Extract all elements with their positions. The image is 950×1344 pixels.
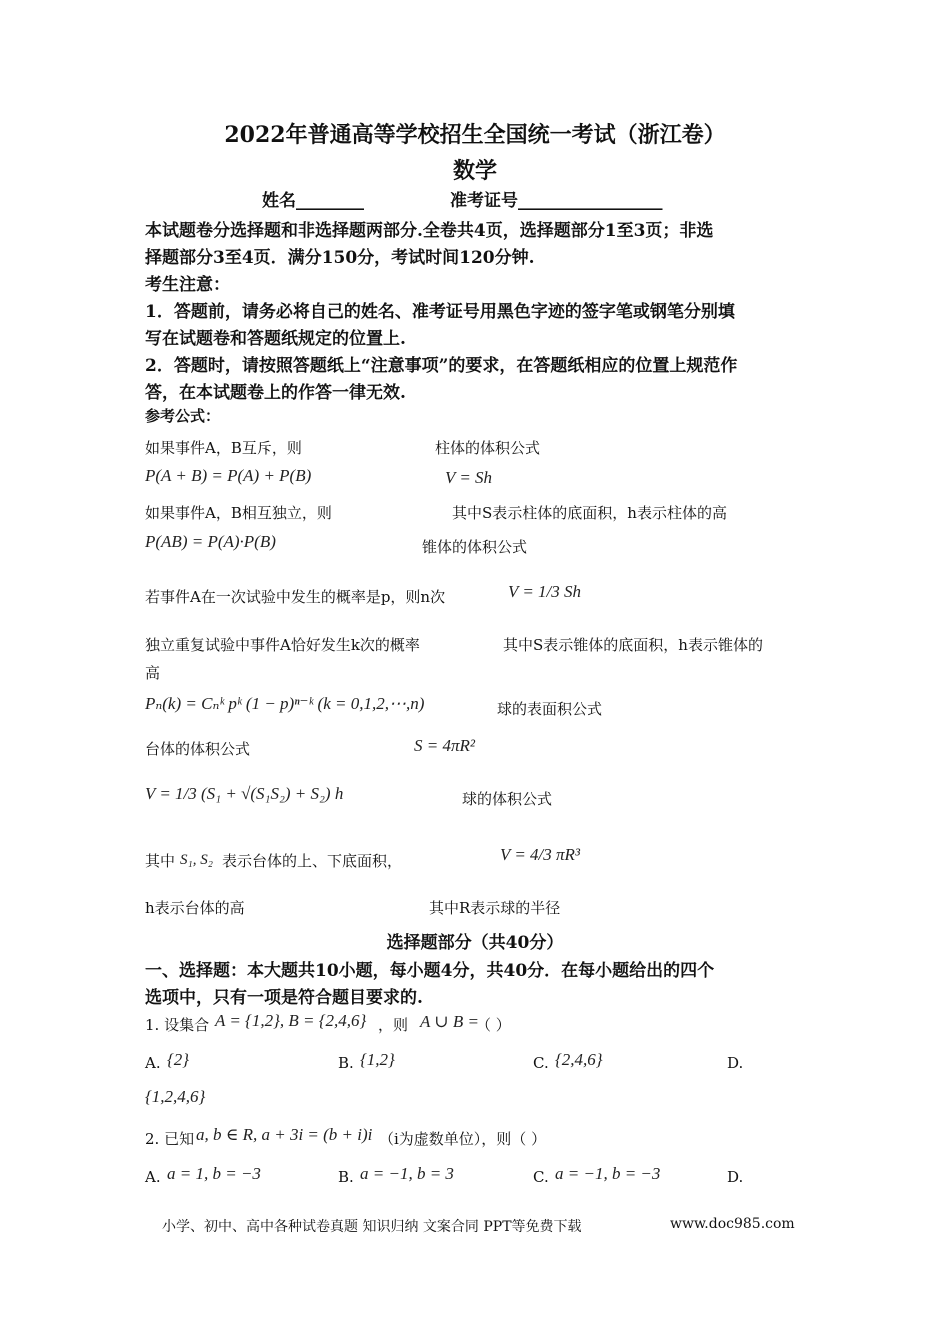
notice-1-line-1: 1．答题前，请务必将自己的姓名、准考证号用黑色字迹的签字笔或钢笔分别填	[145, 302, 735, 322]
id-field-label: 准考证号_________________	[450, 191, 663, 211]
prism-volume-title: 柱体的体积公式	[435, 439, 541, 457]
q2-condition: a, b ∈ R, a + 3i = (b + i)i	[196, 1125, 373, 1144]
bernoulli-text-1: 若事件A在一次试验中发生的概率是p，则n次	[145, 588, 446, 606]
mutex-formula: P(A + B) = P(A) + P(B)	[145, 466, 312, 485]
q1-suffix: ，则	[378, 1016, 409, 1034]
frustum-note-prefix: 其中	[145, 852, 176, 870]
intro-line-1: 本试题卷分选择题和非选择题两部分.全卷共4页，选择题部分1至3页；非选	[145, 221, 714, 241]
footer-text: 小学、初中、高中各种试卷真题 知识归纳 文案合同 PPT等免费下载	[162, 1219, 582, 1235]
exam-title: 2022年普通高等学校招生全国统一考试（浙江卷）	[224, 122, 726, 148]
q1-option-d-label: D.	[727, 1054, 744, 1072]
q1-sets: A = {1,2}, B = {2,4,6}	[215, 1011, 367, 1030]
q1-option-d: {1,2,4,6}	[145, 1087, 206, 1106]
cone-formula: V = 1/3 Sh	[508, 582, 582, 601]
q1-option-c-label: C.	[533, 1054, 549, 1072]
q2-option-b-label: B.	[338, 1168, 354, 1186]
sphere-area-formula: S = 4πR²	[414, 736, 475, 755]
name-field-label: 姓名________	[262, 191, 364, 211]
frustum-base-vars: S₁, S₂	[180, 852, 213, 868]
cone-note-continued: 高	[145, 664, 161, 682]
frustum-height-note: h表示台体的高	[145, 899, 245, 917]
independent-formula: P(AB) = P(A)·P(B)	[145, 532, 276, 551]
sphere-volume-title: 球的体积公式	[462, 790, 553, 808]
q1-option-b-label: B.	[338, 1054, 354, 1072]
mutex-events-text: 如果事件A，B互斥，则	[145, 439, 302, 457]
q1-answer-blank: （ ）	[476, 1016, 511, 1034]
prism-note: 其中S表示柱体的底面积，h表示柱体的高	[452, 504, 727, 522]
cone-volume-title: 锥体的体积公式	[422, 538, 528, 556]
sphere-volume-formula: V = 4/3 πR³	[500, 845, 581, 864]
cone-note: 其中S表示锥体的底面积，h表示锥体的	[503, 636, 763, 654]
notice-2-line-2: 答，在本试题卷上的作答一律无效.	[145, 383, 406, 403]
q1-option-b: {1,2}	[360, 1050, 395, 1069]
notice-2-line-1: 2．答题时，请按照答题纸上“注意事项”的要求，在答题纸相应的位置上规范作	[145, 356, 738, 376]
reference-formulas-title: 参考公式：	[145, 407, 221, 425]
bernoulli-text-2: 独立重复试验中事件A恰好发生k次的概率	[145, 636, 420, 654]
prism-formula: V = Sh	[445, 468, 493, 487]
q1-option-a: {2}	[167, 1050, 190, 1069]
section-title: 选择题部分（共40分）	[386, 933, 564, 953]
q2-option-c-label: C.	[533, 1168, 549, 1186]
q2-option-c: a = −1, b = −3	[555, 1164, 661, 1183]
q2-option-a-label: A.	[145, 1168, 161, 1186]
q1-option-c: {2,4,6}	[555, 1050, 603, 1069]
independent-events-text: 如果事件A，B相互独立，则	[145, 504, 332, 522]
q2-option-a: a = 1, b = −3	[167, 1164, 261, 1183]
q2-note: （i为虚数单位），则（ ）	[379, 1130, 547, 1148]
exam-subject: 数学	[452, 158, 497, 184]
intro-line-2: 择题部分3至4页．满分150分，考试时间120分钟.	[145, 248, 535, 268]
notice-1-line-2: 写在试题卷和答题纸规定的位置上.	[145, 329, 406, 349]
sphere-area-title: 球的表面积公式	[497, 700, 603, 718]
q1-prefix: 1. 设集合	[145, 1016, 210, 1034]
frustum-formula: V = 1/3 (S₁ + √(S₁S₂) + S₂) h	[145, 784, 344, 803]
section-desc-2: 选项中，只有一项是符合题目要求的.	[145, 988, 423, 1008]
q1-option-a-label: A.	[145, 1054, 161, 1072]
frustum-note-suffix: 表示台体的上、下底面积，	[222, 852, 403, 870]
footer-url[interactable]: www.doc985.com	[670, 1216, 795, 1232]
q1-union: A ∪ B =	[420, 1012, 479, 1031]
sphere-note: 其中R表示球的半径	[429, 899, 561, 917]
frustum-volume-title: 台体的体积公式	[145, 740, 251, 758]
q2-option-b: a = −1, b = 3	[360, 1164, 454, 1183]
q2-prefix: 2. 已知	[145, 1130, 195, 1148]
q2-option-d-label: D.	[727, 1168, 744, 1186]
section-desc-1: 一、选择题：本大题共10小题，每小题4分，共40分．在每小题给出的四个	[145, 961, 715, 981]
bernoulli-formula: Pₙ(k) = Cₙᵏ pᵏ (1 − p)ⁿ⁻ᵏ (k = 0,1,2,⋯,n)	[145, 694, 425, 713]
notice-title: 考生注意：	[145, 275, 230, 295]
